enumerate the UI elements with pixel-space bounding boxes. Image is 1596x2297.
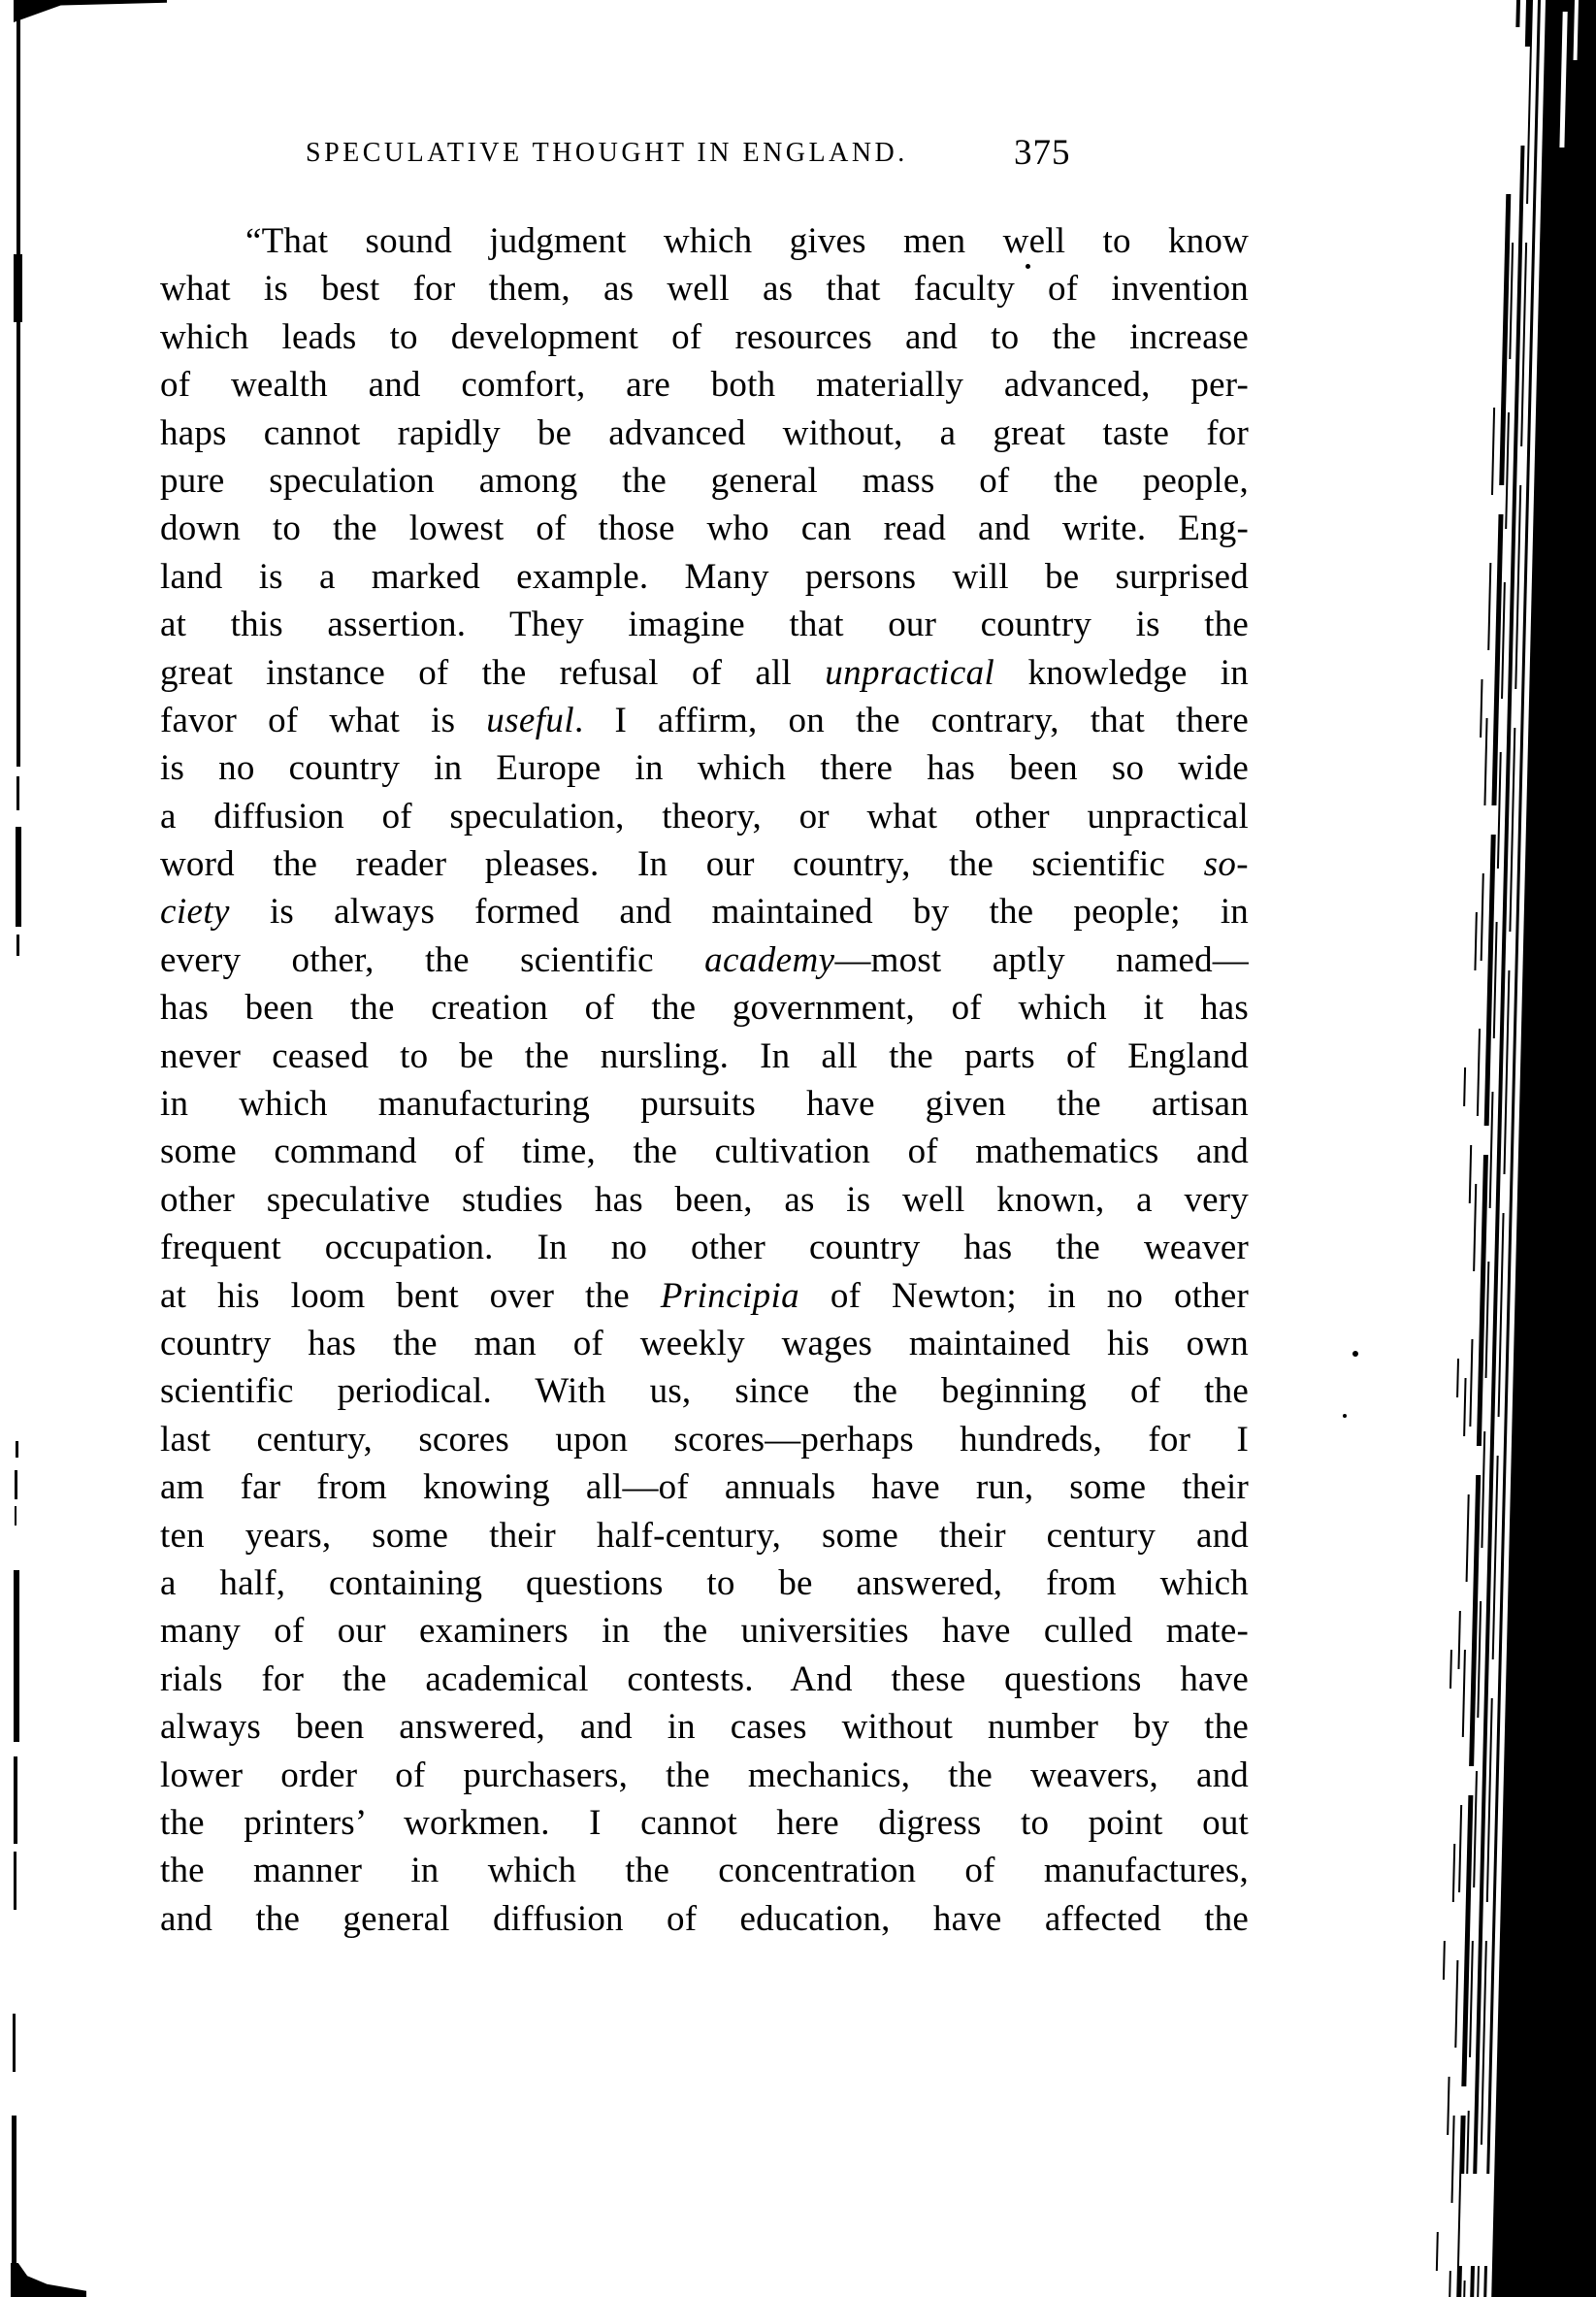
top-left-edge-mark — [14, 3, 62, 22]
text-line — [160, 1033, 1249, 1080]
text-segment: great instance of the refusal of all — [160, 652, 826, 693]
text-segment: last century, scores upon scores—perhaps hundreds, for I — [160, 1419, 1249, 1460]
text-segment: knowledge in — [994, 652, 1249, 693]
text-segment: what is best for them, as well as that faculty of invention — [160, 269, 1249, 310]
text-segment: rials for the academical contests. And these questions have — [160, 1658, 1249, 1699]
text-line — [160, 1320, 1249, 1367]
text-segment: and the general diffusion of education, have affected the — [160, 1898, 1249, 1939]
binding-white-notch — [1459, 2174, 1490, 2266]
text-line — [160, 553, 1249, 601]
text-segment: other speculative studies has been, as is well known, a very — [160, 1179, 1249, 1220]
text-line — [160, 1367, 1249, 1415]
text-line — [160, 1895, 1249, 1943]
text-segment: . I affirm, on the contrary, that there — [574, 700, 1249, 740]
text-segment: a half, containing questions to be answered, from which — [160, 1562, 1249, 1603]
text-segment: which leads to development of resources and to the increase — [160, 316, 1249, 357]
text-line — [160, 1272, 1249, 1320]
text-line — [160, 793, 1249, 840]
text-segment: never ceased to be the nursling. In all the parts of England — [160, 1035, 1249, 1076]
text-segment: —most aptly named— — [834, 939, 1249, 980]
text-line — [160, 649, 1249, 697]
text-segment: “That sound judgment which gives men well to know — [245, 221, 1249, 261]
text-segment: the printers’ workmen. I cannot here digress to point out — [160, 1802, 1249, 1843]
ink-dot — [1026, 264, 1030, 269]
text-line — [160, 744, 1249, 792]
text-segment: many of our examiners in the universities have culled mate- — [160, 1611, 1249, 1652]
italic-text-segment: unpractical — [825, 652, 995, 693]
italic-text-segment: so- — [1203, 844, 1249, 885]
italic-text-segment: ciety — [160, 892, 230, 933]
ink-dot — [1343, 1414, 1347, 1418]
text-segment: some command of time, the cultivation of mathematics and — [160, 1132, 1249, 1172]
text-line — [160, 888, 1249, 935]
text-line — [160, 601, 1249, 648]
text-segment: land is a marked example. Many persons will be surprised — [160, 556, 1249, 597]
italic-text-segment: Principia — [660, 1275, 800, 1316]
text-segment: country has the man of weekly wages maintained his own — [160, 1323, 1249, 1363]
text-line — [160, 410, 1249, 457]
text-segment: has been the creation of the government, of which it has — [160, 988, 1249, 1029]
text-segment: every other, the scientific — [160, 939, 705, 980]
text-segment: is no country in Europe in which there has been so wide — [160, 748, 1249, 789]
text-line — [160, 1224, 1249, 1271]
page-header — [160, 132, 1249, 182]
body-text-block — [160, 217, 1249, 1943]
text-line — [160, 697, 1249, 744]
binding-shadow — [1328, 0, 1596, 2297]
text-line — [160, 840, 1249, 888]
text-line — [160, 361, 1249, 409]
text-segment: of wealth and comfort, are both materially advanced, per- — [160, 365, 1249, 406]
text-segment: ten years, some their half-century, some their century and — [160, 1515, 1249, 1556]
text-line — [160, 1656, 1249, 1703]
text-line — [160, 1847, 1249, 1894]
text-segment: scientific periodical. With us, since the beginning of the — [160, 1371, 1249, 1412]
text-segment: in which manufacturing pursuits have given the artisan — [160, 1084, 1249, 1125]
text-line — [160, 505, 1249, 552]
bottom-left-curl-mark — [11, 2263, 86, 2297]
text-segment: of Newton; in no other — [799, 1275, 1249, 1316]
text-line — [160, 1463, 1249, 1511]
running-head-title: SPECULATIVE THOUGHT IN ENGLAND. — [306, 138, 908, 168]
text-segment: always been answered, and in cases without number by the — [160, 1707, 1249, 1748]
text-segment: down to the lowest of those who can read and write. Eng- — [160, 509, 1249, 549]
text-line — [160, 1559, 1249, 1607]
text-line — [160, 1607, 1249, 1655]
text-segment: a diffusion of speculation, theory, or what other unpractical — [160, 796, 1249, 837]
binding-streak — [1449, 408, 1495, 2297]
text-segment: pure speculation among the general mass of the people, — [160, 460, 1249, 501]
text-line — [160, 1176, 1249, 1224]
text-line — [160, 313, 1249, 361]
page-number: 375 — [1014, 133, 1071, 173]
text-segment: am far from knowing all—of annuals have run, some their — [160, 1467, 1249, 1508]
italic-text-segment: academy — [704, 939, 835, 980]
text-segment: the manner in which the concentration of manufactures, — [160, 1851, 1249, 1891]
text-segment: frequent occupation. In no other country has the weaver — [160, 1228, 1249, 1268]
text-line — [160, 984, 1249, 1032]
text-segment: is always formed and maintained by the people; in — [229, 892, 1249, 933]
text-line — [160, 1080, 1249, 1128]
text-line — [160, 1416, 1249, 1463]
text-line — [160, 936, 1249, 984]
text-line — [160, 1752, 1249, 1799]
text-segment: lower order of purchasers, the mechanics, the weavers, and — [160, 1755, 1249, 1795]
text-segment: haps cannot rapidly be advanced without, a great taste for — [160, 412, 1249, 453]
text-line — [160, 217, 1249, 265]
text-line — [160, 1703, 1249, 1751]
text-segment: at his loom bent over the — [160, 1275, 661, 1316]
text-line — [160, 1512, 1249, 1559]
text-segment: word the reader pleases. In our country, the scientific — [160, 844, 1204, 885]
italic-text-segment: useful — [486, 700, 575, 740]
text-line — [160, 265, 1249, 312]
text-line — [160, 1799, 1249, 1847]
text-segment: favor of what is — [160, 700, 487, 740]
text-segment: at this assertion. They imagine that our country is the — [160, 605, 1249, 645]
text-line — [160, 1128, 1249, 1175]
text-line — [160, 457, 1249, 505]
